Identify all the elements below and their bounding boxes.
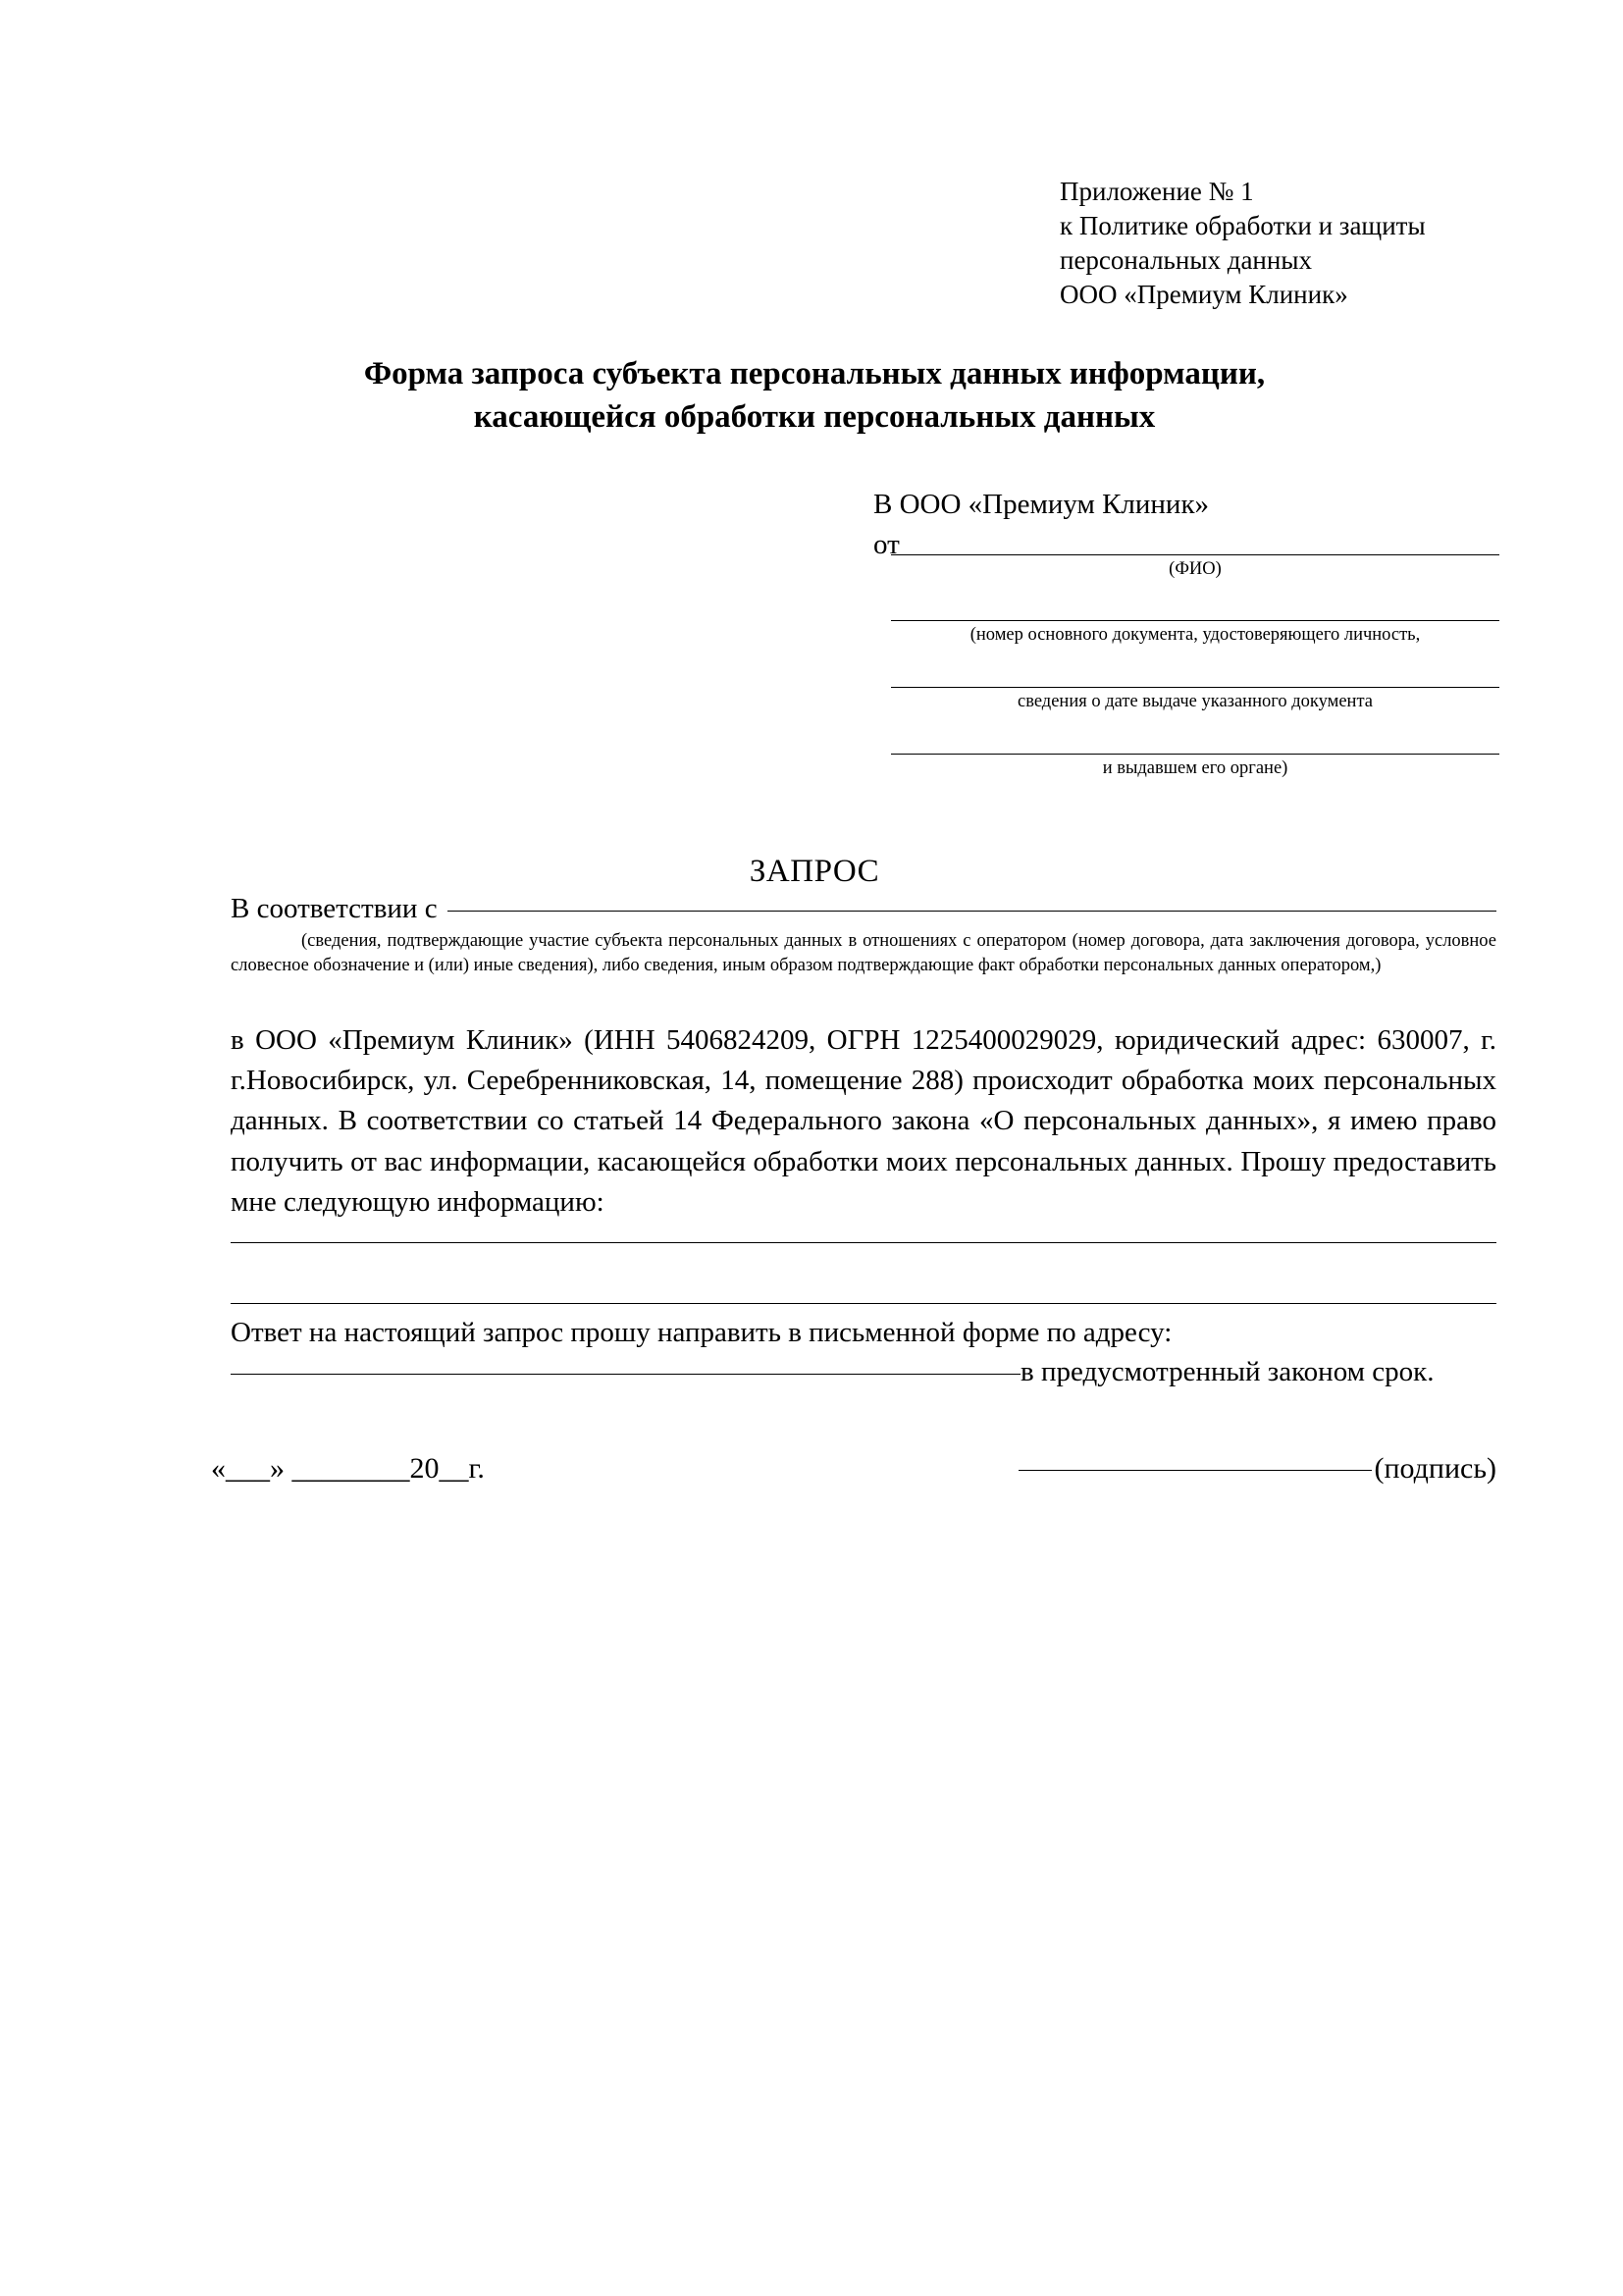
- header-line-2: к Политике обработки и защиты: [1060, 211, 1426, 241]
- document-date-caption: сведения о дате выдаче указанного документа: [1018, 692, 1373, 711]
- addressee-from-label: от: [873, 529, 900, 561]
- fio-caption: (ФИО): [1169, 559, 1222, 579]
- header-line-3: персональных данных: [1060, 245, 1312, 276]
- field-fio[interactable]: [891, 554, 1499, 581]
- field-document-date[interactable]: [891, 687, 1499, 713]
- signature-area: [1019, 1452, 1496, 1486]
- page-title: [211, 353, 1418, 439]
- document-issuer-caption: и выдавшем его органе): [1102, 758, 1288, 778]
- answer-blank-line-2[interactable]: [231, 1303, 1496, 1304]
- accordance-row: [231, 893, 1496, 925]
- document-number-caption: (номер основного документа, удостоверяющего личность,: [969, 625, 1421, 645]
- title-line-2: касающейся обработки персональных данных: [473, 398, 1156, 435]
- title-line-1: Форма запроса субъекта персональных данных информации,: [363, 356, 1266, 391]
- reply-address-row: [231, 1356, 1496, 1388]
- signature-label: (подпись): [1374, 1452, 1496, 1485]
- field-document-issuer[interactable]: [891, 754, 1499, 780]
- explanatory-note-text: (сведения, подтверждающие участие субъекта персональных данных в отношениях с оператором (номер договора, дата заключения договора, условное словесное обозначение и (или) иные сведения), либо сведения, иным образом подтверждающие факт обработки персональных данных оператором,): [231, 931, 1496, 975]
- addressee-organization: В ООО «Премиум Клиник»: [873, 489, 1210, 520]
- addressee-block: [873, 486, 1501, 564]
- accordance-rule[interactable]: [447, 911, 1496, 912]
- signature-rule[interactable]: [1019, 1470, 1372, 1471]
- explanatory-note: [231, 929, 1496, 977]
- request-heading: ЗАПРОС: [749, 854, 880, 889]
- reply-address-rule[interactable]: [231, 1374, 1021, 1375]
- body-paragraph: в ООО «Премиум Клиник» (ИНН 5406824209, ОГРН 1225400029029, юридический адрес: 630007, г. г.Новосибирск, ул. Серебренниковская, 14, помещение 288) происходит обработка моих персональных данных. В соответствии со статьей 14 Федерального закона «О персональных данных», я имею право получить от вас информации, касающейся обработки моих персональных данных. Прошу предоставить мне следующую информацию:: [231, 1024, 1496, 1218]
- reply-paragraph: Ответ на настоящий запрос прошу направить в письменной форме по адресу:: [231, 1317, 1173, 1348]
- document-header: [1060, 175, 1570, 312]
- header-line-4: ООО «Премиум Клиник»: [1060, 280, 1348, 310]
- field-document-number[interactable]: [891, 620, 1499, 647]
- answer-blank-line-1[interactable]: [231, 1242, 1496, 1243]
- accordance-label: В соответствии с: [231, 893, 438, 924]
- signature-row: [211, 1452, 1496, 1486]
- signature-date[interactable]: «___» ________20__г.: [211, 1452, 485, 1485]
- header-line-1: Приложение № 1: [1060, 177, 1254, 206]
- reply-address-tail: в предусмотренный законом срок.: [1021, 1356, 1435, 1387]
